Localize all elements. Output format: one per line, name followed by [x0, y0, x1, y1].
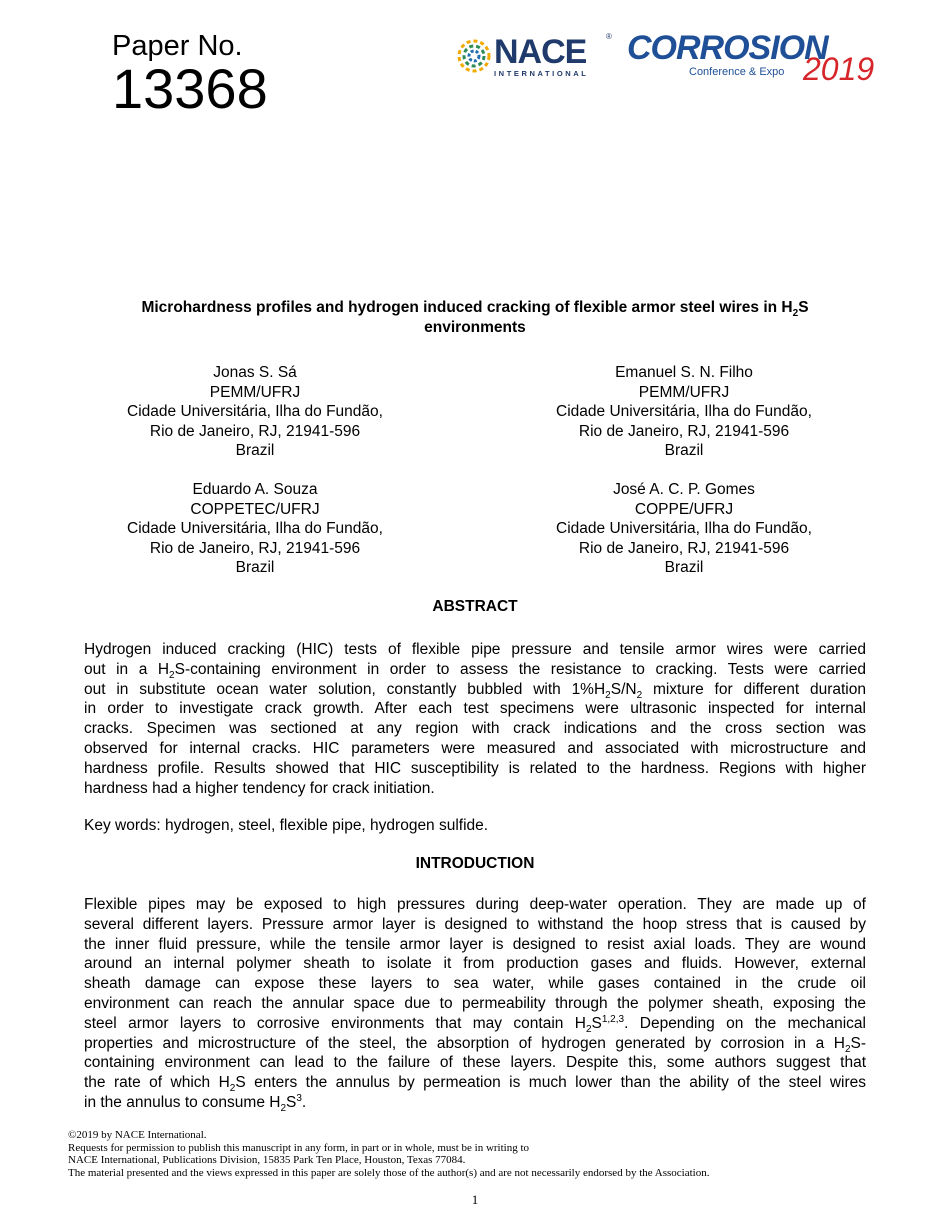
- author-name: José A. C. P. Gomes: [613, 481, 755, 498]
- keywords: Key words: hydrogen, steel, flexible pipe, hydrogen sulfide.: [84, 817, 489, 834]
- author-address: Cidade Universitária, Ilha do Fundão,: [556, 403, 812, 421]
- page-number: 1: [471, 1192, 479, 1207]
- author-org: PEMM/UFRJ: [638, 383, 730, 401]
- conference-year: 2019: [803, 51, 875, 87]
- nace-globe-icon: [454, 34, 494, 80]
- author-address: Cidade Universitária, Ilha do Fundão,: [556, 520, 812, 538]
- author-address: Rio de Janeiro, RJ, 21941-596: [578, 422, 790, 440]
- paper-title: Microhardness profiles and hydrogen induced cracking of flexible armor steel wires in $H_2S$ environments: [141, 299, 809, 336]
- author-org: COPPE/UFRJ: [634, 500, 734, 518]
- author-country: Brazil: [664, 559, 704, 577]
- conference-subtitle: Conference & Expo: [689, 66, 785, 78]
- author-block: [514, 363, 854, 461]
- introduction-paragraph: Flexible pipes may be exposed to high pressures during deep-water operation. They are made up of several different layers. Pressure armor layer is designed to withstand the hoop stress that is caused by the inner fluid pressure, while the tensile armor layer is designed to resist axial loads. They are wound around an internal polymer sheath to isolate it from production gases and fluids. However, external sheath damage can expose these layers to sea water, while gases contained in the crude oil environment can reach the annular space due to permeability through the polymer sheath, exposing the steel armor layers to corrosive environments that may contain $H_2S^{1,2,3}$. Depending on the mechanical properties and microstructure of the steel, the absorption of hydrogen generated by corrosion in a $H_2S-$ containing environment can lead to the failure of these layers. Despite this, some authors suggest that the rate of which $H_2S$ enters the annulus by permeation is much lower than the ability of the steel wires in the annulus to consume $H_2S^3$.: [84, 896, 867, 1115]
- introduction-heading: INTRODUCTION: [415, 855, 535, 872]
- author-name: Jonas S. Sá: [213, 364, 297, 381]
- author-org: PEMM/UFRJ: [209, 383, 301, 401]
- paper-number: 13368: [112, 57, 268, 120]
- nace-subtitle: INTERNATIONAL: [494, 69, 589, 78]
- author-country: Brazil: [235, 442, 275, 460]
- registered-mark: ®: [606, 32, 612, 41]
- author-name: Eduardo A. Souza: [192, 481, 318, 498]
- author-country: Brazil: [664, 442, 704, 460]
- author-address: Rio de Janeiro, RJ, 21941-596: [149, 422, 361, 440]
- abstract-heading: ABSTRACT: [432, 598, 518, 615]
- copyright-footer: ©2019 by NACE International. Requests for permission to publish this manuscript in any form, in part or in whole, must be in writing to NACE International, Publications Division, 15835 Park Ten Place, Houston, Texas 77084. The material presented and the views expressed in this paper are solely those of the author(s) and are not necessarily endorsed by the Association.: [68, 1129, 710, 1179]
- author-address: Rio de Janeiro, RJ, 21941-596: [149, 539, 361, 557]
- nace-wordmark: NACE: [494, 33, 587, 71]
- corrosion-wordmark: CORROSION: [627, 29, 828, 67]
- author-country: Brazil: [235, 559, 275, 577]
- author-name: Emanuel S. N. Filho: [615, 364, 753, 381]
- nace-logo: [454, 34, 614, 80]
- paper-number-label: Paper No.: [112, 30, 243, 62]
- author-address: Cidade Universitária, Ilha do Fundão,: [127, 520, 383, 538]
- author-block: [514, 480, 854, 578]
- author-address: Cidade Universitária, Ilha do Fundão,: [127, 403, 383, 421]
- corrosion-logo: [627, 30, 887, 86]
- author-block: [85, 363, 425, 461]
- abstract-paragraph: Hydrogen induced cracking (HIC) tests of flexible pipe pressure and tensile armor wires were carried out in a $H_2S$-containing environment in order to assess the resistance to cracking. Tests were carried out in substitute ocean water solution, constantly bubbled with $1\%H_2S/N_2$ mixture for different duration in order to investigate crack growth. After each test specimens were ultrasonic inspected for internal cracks. Specimen was sectioned at any region with crack indications and the cross section was observed for internal cracks. HIC parameters were measured and associated with microstructure and hardness profile. Results showed that HIC susceptibility is related to the hardness. Regions with higher hardness had a higher tendency for crack initiation.: [84, 641, 866, 797]
- author-org: COPPETEC/UFRJ: [190, 500, 320, 518]
- author-address: Rio de Janeiro, RJ, 21941-596: [578, 539, 790, 557]
- author-block: [85, 480, 425, 578]
